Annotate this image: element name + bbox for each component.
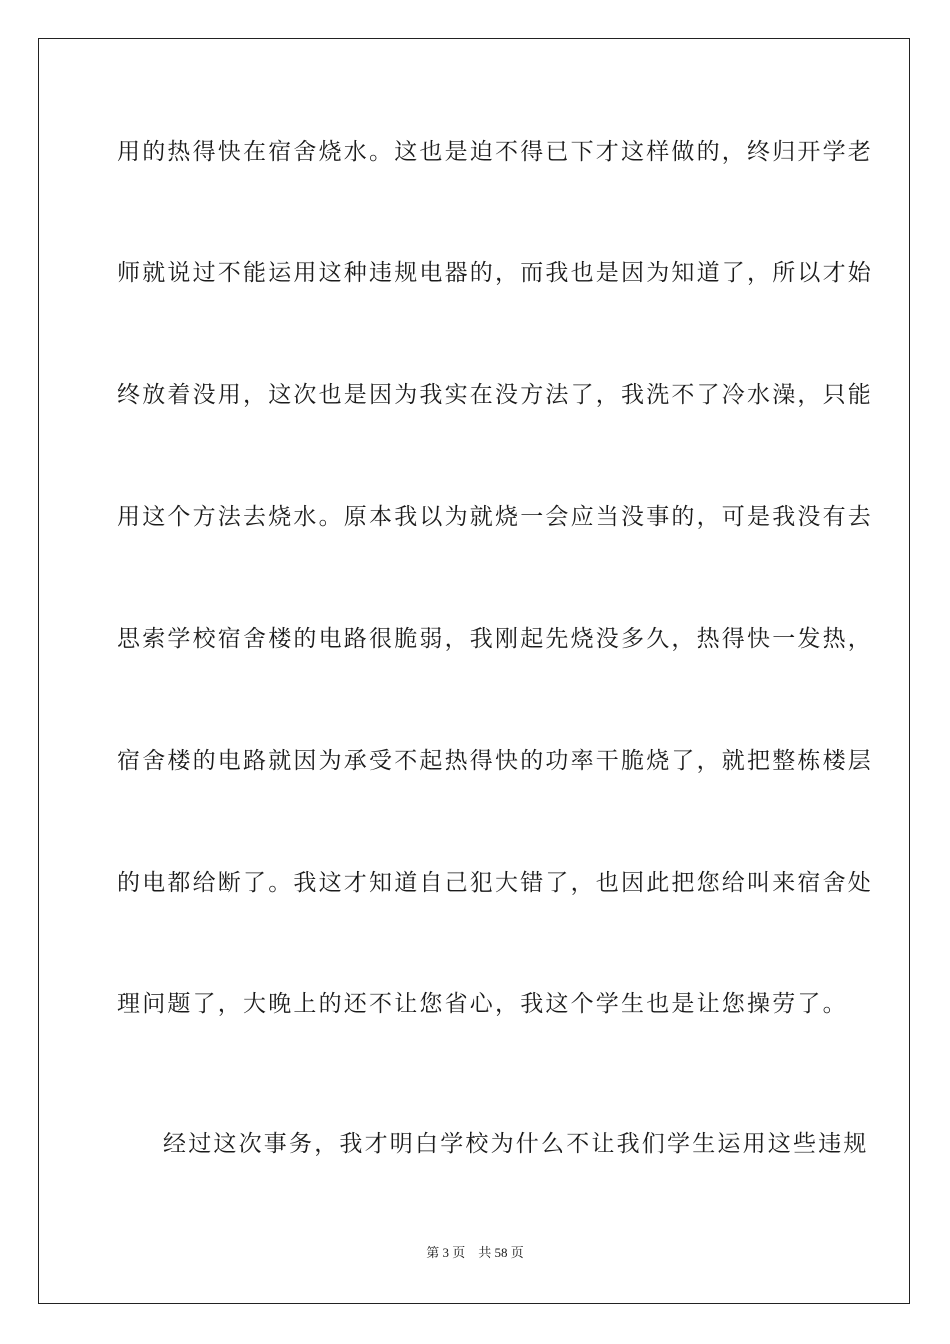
page-border: [38, 38, 910, 1304]
text-line-7: 的电都给断了。我这才知道自己犯大错了，也因此把您给叫来宿舍处: [117, 870, 873, 896]
text-line-6: 宿舍楼的电路就因为承受不起热得快的功率干脆烧了，就把整栋楼层: [117, 748, 873, 774]
text-line-4: 用这个方法去烧水。原本我以为就烧一会应当没事的，可是我没有去: [117, 504, 873, 530]
text-line-9-paragraph-start: 经过这次事务，我才明白学校为什么不让我们学生运用这些违规: [163, 1131, 869, 1157]
text-line-8: 理问题了，大晚上的还不让您省心，我这个学生也是让您操劳了。: [117, 991, 848, 1017]
text-line-3: 终放着没用，这次也是因为我实在没方法了，我洗不了冷水澡，只能: [117, 382, 873, 408]
text-line-1: 用的热得快在宿舍烧水。这也是迫不得已下才这样做的，终归开学老: [117, 139, 873, 165]
text-line-5: 思索学校宿舍楼的电路很脆弱，我刚起先烧没多久，热得快一发热，: [117, 626, 873, 652]
text-line-2: 师就说过不能运用这种违规电器的，而我也是因为知道了，所以才始: [117, 260, 873, 286]
page-number-footer: 第 3 页 共 58 页: [426, 1245, 524, 1260]
